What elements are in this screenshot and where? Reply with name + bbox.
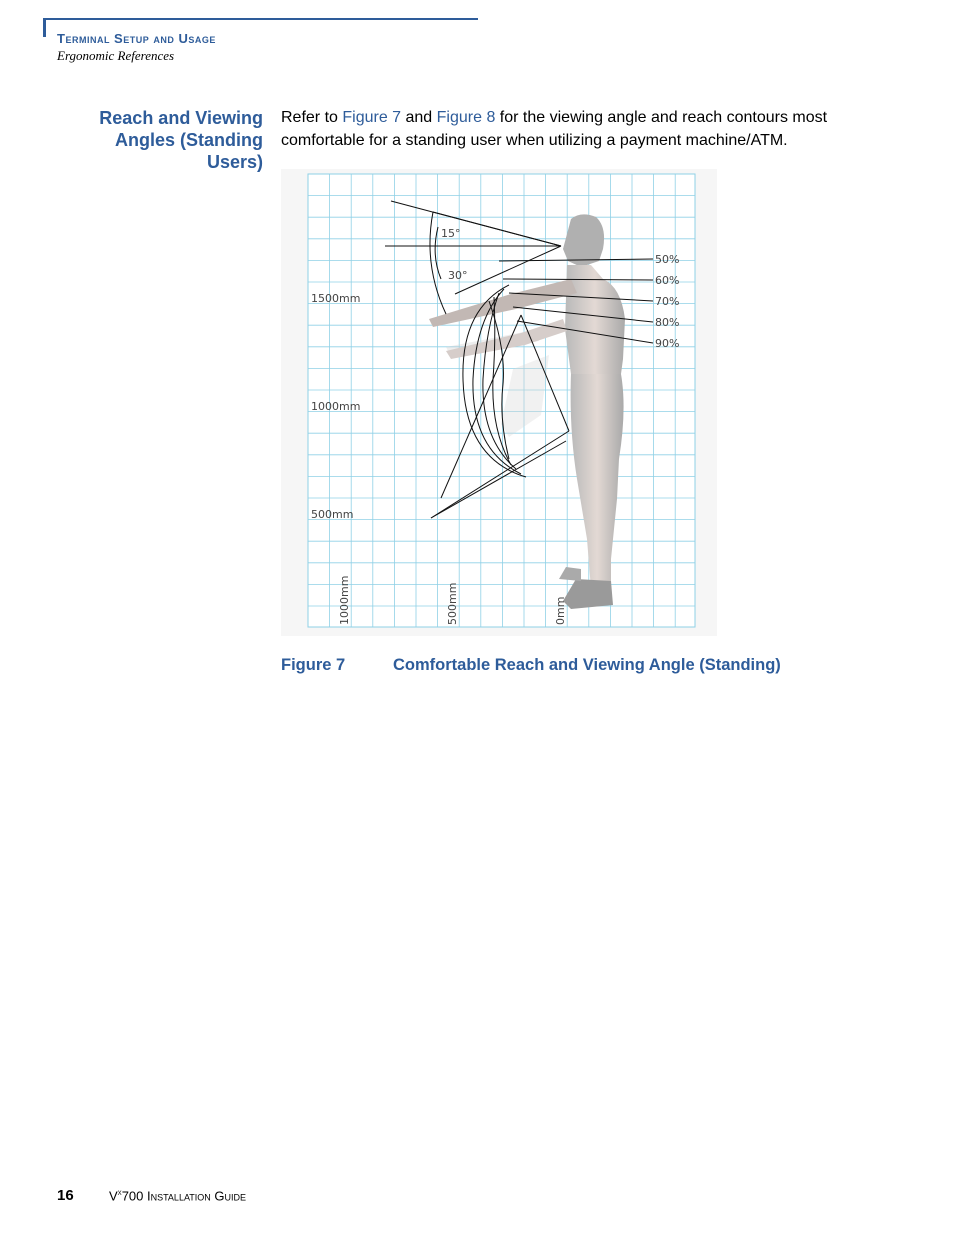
percentile-label-70: 70%: [655, 295, 680, 308]
figure-8-link[interactable]: Figure 8: [436, 109, 496, 126]
guide-title-rest: 700 Installation Guide: [121, 1188, 247, 1204]
body-text-suffix: for the viewing angle and reach contours most comfortable for a standing user when utilizing a payment machine/ATM.: [281, 109, 828, 149]
figure-caption-title: Comfortable Reach and Viewing Angle (Standing): [393, 656, 781, 674]
angle-label-15: 15°: [441, 227, 461, 240]
figure-caption: [281, 656, 781, 675]
reach-diagram: [281, 169, 717, 636]
body-text-middle: and: [401, 109, 437, 126]
body-paragraph: [281, 106, 891, 152]
height-label-500: 500mm: [311, 508, 354, 521]
percentile-label-60: 60%: [655, 274, 680, 287]
angle-label-30: 30°: [448, 269, 468, 282]
subsection-title: Ergonomic References: [57, 48, 175, 63]
chapter-title: Terminal Setup and Usage: [57, 31, 216, 46]
body-text-prefix: Refer to: [281, 109, 343, 126]
guide-title-v: V: [109, 1188, 118, 1204]
percentile-label-80: 80%: [655, 316, 680, 329]
percentile-label-90: 90%: [655, 337, 680, 350]
height-label-1000: 1000mm: [311, 400, 361, 413]
figure-7-link[interactable]: Figure 7: [342, 109, 402, 126]
height-label-1500: 1500mm: [311, 292, 361, 305]
header-rule-vertical: [43, 18, 46, 37]
section-heading: Reach and Viewing Angles (Standing Users): [99, 108, 263, 172]
reach-viewing-figure: [281, 169, 717, 636]
header-rule-horizontal: [43, 18, 478, 20]
figure-caption-number: Figure 7: [281, 656, 346, 674]
guide-title: [109, 1188, 246, 1203]
distance-label-500: 500mm: [446, 582, 459, 625]
distance-label-1000: 1000mm: [338, 575, 351, 625]
page-number: 16: [57, 1187, 74, 1204]
distance-label-0: 0mm: [554, 596, 567, 625]
guide-title-sup: x: [117, 1188, 122, 1197]
percentile-label-50: 50%: [655, 253, 680, 266]
